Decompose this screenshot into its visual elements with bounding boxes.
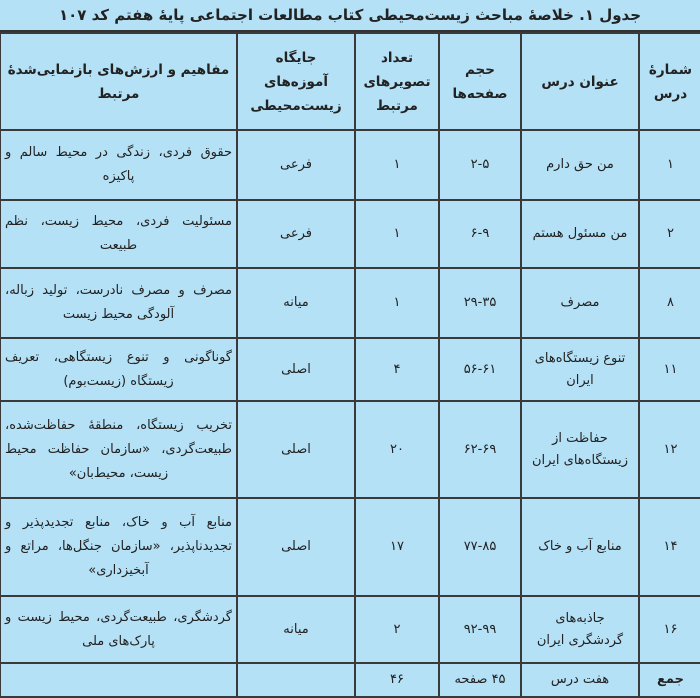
table-row (0, 596, 700, 663)
table-row (0, 498, 700, 596)
cell-lesson-title: منابع آب و خاک (521, 498, 639, 596)
cell-lesson-title: جاذبه‌های گردشگری ایران (521, 596, 639, 663)
page-range: ۵۶-۶۱ (463, 361, 497, 377)
table-row (0, 268, 700, 338)
cell-pages (439, 498, 521, 596)
page-range: ۷۷-۸۵ (463, 539, 497, 554)
header-pages: حجم صفحه‌ها (439, 33, 521, 130)
total-position (237, 663, 355, 697)
header-images: تعداد تصویرهای مرتبط (355, 33, 439, 130)
cell-position: اصلی (237, 401, 355, 498)
cell-position: میانه (237, 268, 355, 338)
total-images: ۴۶ (355, 663, 439, 697)
cell-images-count: ۱۷ (355, 498, 439, 596)
cell-position: اصلی (237, 498, 355, 596)
page-range: ۶-۹ (470, 226, 490, 241)
cell-concepts: گردشگری، طبیعت‌گردی، محیط زیست و پارک‌های ملی (0, 596, 237, 663)
cell-images-count: ۴ (355, 338, 439, 401)
cell-pages (439, 596, 521, 663)
cell-pages (439, 338, 521, 401)
total-label: جمع (639, 663, 700, 697)
cell-lesson-no: ۱۶ (639, 596, 700, 663)
page-range: ۲-۵ (470, 157, 490, 172)
cell-lesson-no: ۲ (639, 200, 700, 268)
page-range: ۲۹-۳۵ (463, 295, 497, 310)
cell-concepts: گوناگونی و تنوع زیستگاهی، تعریف زیستگاه (زیست‌بوم) (0, 338, 237, 401)
cell-pages (439, 200, 521, 268)
cell-concepts: حقوق فردی، زندگی در محیط سالم و پاکیزه (0, 130, 237, 200)
cell-position: اصلی (237, 338, 355, 401)
cell-lesson-title: من مسئول هستم (521, 200, 639, 268)
cell-lesson-no: ۱۱ (639, 338, 700, 401)
page-range: ۶۲-۶۹ (463, 441, 497, 457)
header-concepts: مفاهیم و ارزش‌های بازنمایی‌شدهٔ مرتبط (0, 33, 237, 130)
cell-images-count: ۱ (355, 200, 439, 268)
cell-pages (439, 268, 521, 338)
table-row (0, 401, 700, 498)
cell-concepts: مصرف و مصرف نادرست، تولید زباله، آلودگی محیط زیست (0, 268, 237, 338)
cell-images-count: ۲۰ (355, 401, 439, 498)
cell-position: فرعی (237, 130, 355, 200)
header-row (0, 33, 700, 130)
cell-lesson-no: ۱۲ (639, 401, 700, 498)
total-lessons: هفت درس (521, 663, 639, 697)
total-concepts (0, 663, 237, 697)
cell-concepts: منابع آب و خاک، منابع تجدیدپذیر و تجدیدناپذیر، «سازمان جنگل‌ها، مراتع و آبخیزداری» (0, 498, 237, 596)
header-lesson-title: عنوان درس (521, 33, 639, 130)
table-row (0, 130, 700, 200)
header-lesson-no: شمارهٔ درس (639, 33, 700, 130)
total-row (0, 663, 700, 697)
cell-images-count: ۲ (355, 596, 439, 663)
total-pages: ۴۵ صفحه (439, 663, 521, 697)
cell-images-count: ۱ (355, 130, 439, 200)
header-position: جایگاه آموزه‌های زیست‌محیطی (237, 33, 355, 130)
summary-table (0, 32, 700, 698)
cell-lesson-no: ۸ (639, 268, 700, 338)
cell-lesson-title: مصرف (521, 268, 639, 338)
cell-lesson-no: ۱ (639, 130, 700, 200)
cell-images-count: ۱ (355, 268, 439, 338)
cell-pages (439, 401, 521, 498)
cell-pages (439, 130, 521, 200)
table-row (0, 200, 700, 268)
cell-position: فرعی (237, 200, 355, 268)
cell-lesson-no: ۱۴ (639, 498, 700, 596)
table-row (0, 338, 700, 401)
cell-lesson-title: حفاظت از زیستگاه‌های ایران (521, 401, 639, 498)
cell-lesson-title: من حق دارم (521, 130, 639, 200)
cell-lesson-title: تنوع زیستگاه‌های ایران (521, 338, 639, 401)
cell-position: میانه (237, 596, 355, 663)
cell-concepts: تخریب زیستگاه، منطقهٔ حفاظت‌شده، طبیعت‌گردی، «سازمان حفاظت محیط زیست، محیط‌بان» (0, 401, 237, 498)
cell-concepts: مسئولیت فردی، محیط زیست، نظم طبیعت (0, 200, 237, 268)
table-title: جدول ۱. خلاصهٔ مباحث زیست‌محیطی کتاب مطالعات اجتماعی پایهٔ هفتم کد ۱۰۷ (0, 0, 700, 32)
page-range: ۹۲-۹۹ (463, 621, 497, 637)
